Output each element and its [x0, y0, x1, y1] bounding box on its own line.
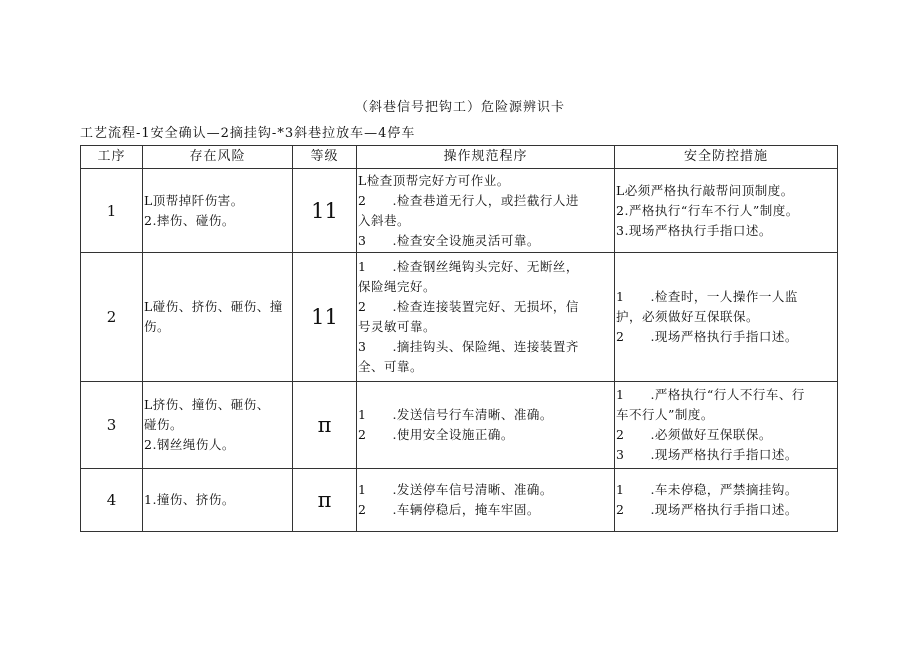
safety-line: 车不行人”制度。	[616, 407, 714, 422]
step-cell: 1	[81, 169, 143, 253]
risk-cell	[143, 169, 293, 253]
safety-line: 1 .车未停稳，严禁摘挂钩。	[616, 482, 798, 497]
operation-line: 入斜巷。	[358, 212, 411, 228]
risk-line: 2.钢丝绳伤人。	[144, 437, 235, 452]
safety-line: 1 .检查时，一人操作一人监	[616, 289, 798, 304]
operation-line: 2 .检查连接装置完好、无损坏，信	[358, 299, 579, 314]
table-row	[81, 382, 838, 469]
risk-cell	[143, 253, 293, 382]
header-operation: 操作规范程序	[357, 146, 615, 169]
operation-cell	[357, 469, 615, 532]
operation-cell	[357, 169, 615, 253]
operation-line: 2 .检查巷道无行人，或拦截行人进	[358, 192, 579, 208]
safety-line: 3.现场严格执行手指口述。	[616, 222, 772, 238]
header-step: 工序	[81, 146, 143, 169]
step-cell: 4	[81, 469, 143, 532]
safety-line: 1 .严格执行“行人不行车、行	[616, 387, 805, 402]
operation-line: 3 .检查安全设施灵活可靠。	[358, 232, 540, 248]
operation-cell	[357, 253, 615, 382]
operation-line: 1 .发送信号行车清晰、准确。	[358, 407, 553, 422]
operation-line: 1 .检查钢丝绳钩头完好、无断丝，	[358, 259, 579, 274]
page-title: （斜巷信号把钩工）危险源辨识卡	[354, 100, 565, 115]
table-row	[81, 469, 838, 532]
risk-line: L碰伤、挤伤、砸伤、撞	[144, 299, 283, 314]
header-grade: 等级	[293, 146, 357, 169]
operation-line: 1 .发送停车信号清晰、准确。	[358, 482, 553, 497]
operation-line: 号灵敏可靠。	[358, 319, 437, 334]
risk-cell	[143, 382, 293, 469]
process-flow: 工艺流程-1安全确认—2摘挂钩-*3斜巷拉放车—4停车	[80, 126, 416, 141]
safety-cell	[615, 382, 838, 469]
safety-line: 护，必须做好互保联保。	[616, 309, 760, 324]
operation-cell	[357, 382, 615, 469]
safety-line: 3 .现场严格执行手指口述。	[616, 447, 798, 462]
safety-line: 2 .现场严格执行手指口述。	[616, 329, 798, 344]
risk-line: 2.摔伤、碰伤。	[144, 212, 235, 228]
risk-cell	[143, 469, 293, 532]
operation-line: 2 .车辆停稳后，掩车牢固。	[358, 502, 540, 517]
grade-cell: 11	[293, 169, 357, 253]
table-row	[81, 169, 838, 253]
safety-line: 2.严格执行“行车不行人”制度。	[616, 202, 799, 218]
table-row	[81, 253, 838, 382]
safety-line: 2 .必须做好互保联保。	[616, 427, 772, 442]
safety-cell	[615, 169, 838, 253]
risk-line: 伤。	[144, 319, 171, 334]
step-cell: 3	[81, 382, 143, 469]
grade-cell: π	[293, 469, 357, 532]
table-header-row	[81, 146, 838, 169]
risk-line: L挤伤、撞伤、砸伤、	[144, 397, 270, 412]
risk-line: 1.撞伤、挤伤。	[144, 492, 235, 507]
operation-line: 全、可靠。	[358, 359, 424, 374]
header-risk: 存在风险	[143, 146, 293, 169]
operation-line: 保险绳完好。	[358, 279, 437, 294]
safety-cell	[615, 253, 838, 382]
safety-line: 2 .现场严格执行手指口述。	[616, 502, 798, 517]
risk-line: L顶帮掉阡伤害。	[144, 192, 244, 208]
step-cell: 2	[81, 253, 143, 382]
safety-cell	[615, 469, 838, 532]
hazard-table	[80, 145, 838, 532]
operation-line: L检查顶帮完好方可作业。	[358, 172, 510, 188]
header-safety: 安全防控措施	[615, 146, 838, 169]
risk-line: 碰伤。	[144, 417, 184, 432]
grade-cell: 11	[293, 253, 357, 382]
safety-line: L必须严格执行敲帮问顶制度。	[616, 182, 794, 198]
operation-line: 2 .使用安全设施正确。	[358, 427, 514, 442]
grade-cell: π	[293, 382, 357, 469]
operation-line: 3 .摘挂钩头、保险绳、连接装置齐	[358, 339, 579, 354]
